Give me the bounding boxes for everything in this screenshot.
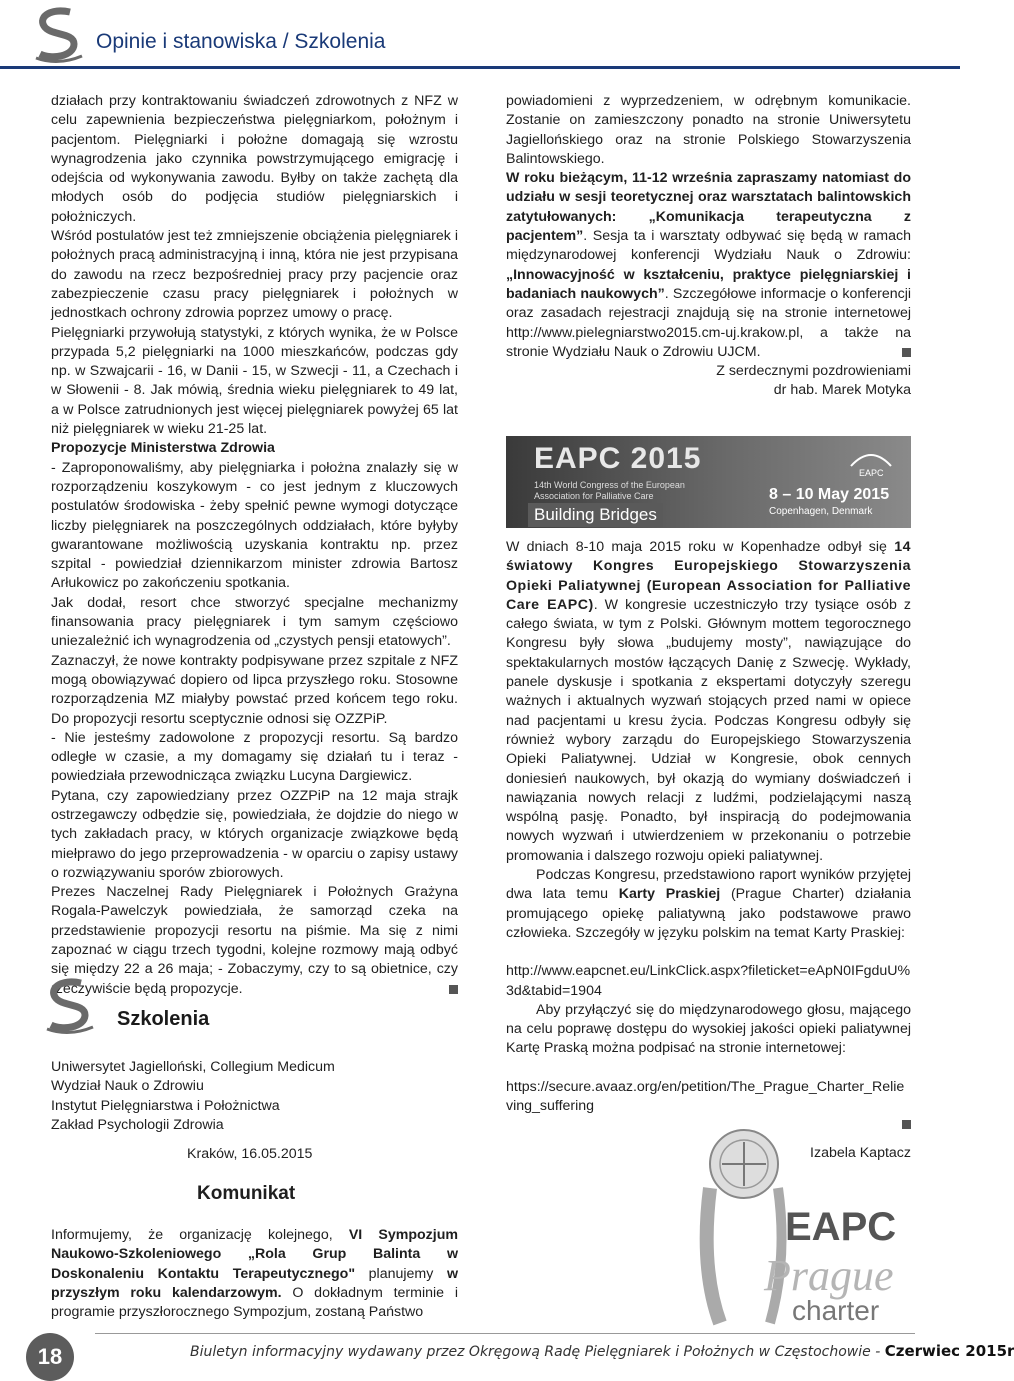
intro-emphasis: w przyszłym roku kalendarzowym. [51, 1265, 458, 1301]
paragraph: Zaznaczył, że nowe kontrakty podpisywane przez szpitale z NFZ mogą obowiązywać dopiero od lipca przyszłego roku. Stosowne rozporządzenia MZ miałyby powstać przed końcem tego roku. Do propozycji resortu sceptycznie odnosi się OZZPiP. [51, 652, 458, 727]
paragraph: Pytana, czy zapowiedziany przez OZZPiP na 12 maja strajk ostrzegawczy odbędzie się, powiedziała, że dojdzie do niego w tych zakładach pracy, w których organizacje związkowe będą miełprawo do jego przeprowadzenia - w oparciu o zapisy ustawy o rozwiązywaniu sporów zbiorowych. [51, 787, 458, 881]
paragraph-last [51, 883, 458, 999]
eapc-logo-icon [841, 446, 901, 480]
paragraph-text: Prezes Naczelnej Rady Pielęgniarek i Położnych Grażyna Rogala-Pawelczyk powiedziała, że samorząd czeka na przedstawienie propozycji resortu na piśmie. Ma się z nimi zapoznać w ciągu trzech tygodni, kolejne rozmowy mają odbyć się między 22 a 26 maja; - Zobaczymy, czy to są obietnice, czy rzeczywiście będą propozycje. [51, 884, 458, 997]
paragraph: Aby przyłączyć się do międzynarodowego głosu, mającego na celu poprawę dostępu do wysokiej jakości opieki paliatywnej Kartę Praską można podpisać na stronie internetowej: [506, 1001, 911, 1057]
paragraph: - Nie jesteśmy zadowolone z propozycji resortu. Są bardzo odległe w czasie, a my domagamy się działań tu i teraz - powiedziała przewodnicząca związku Lucyna Dargiewicz. [51, 729, 458, 785]
banner-subtitle: Association for Palliative Care [534, 491, 654, 501]
section-logo-icon [40, 977, 98, 1035]
paragraph: Jak dodał, resort chce stworzyć specjalne mechanizmy finansowania pracy pielęgniarek i tym samym częściowo uniezależnić ich wynagrodzenia od „czystych pensji etatowych”. [51, 594, 458, 650]
paragraph [506, 866, 911, 943]
banner-location: Copenhagen, Denmark [769, 506, 873, 517]
charter-link[interactable]: http://www.eapcnet.eu/LinkClick.aspx?fileticket=eApN0IFgduU%3d&tabid=1904 [506, 963, 911, 999]
paragraph-text: W dniach 8-10 maja 2015 roku w Kopenhadze odbył się [506, 539, 895, 555]
komunikat-heading: Komunikat [197, 1183, 296, 1204]
congress-name: 14 światowy Kongres Europejskiego Stowarzyszenia Opieki Paliatywnej (European Association for Palliative Care EAPC) [506, 539, 911, 613]
komunikat-intro [51, 1226, 458, 1322]
paragraph [506, 538, 911, 866]
address-line: Wydział Nauk o Zdrowiu [51, 1078, 204, 1095]
footer-issue: Czerwiec 2015r [884, 1342, 1014, 1360]
paragraph-text: . Szczegółowe informacje o konferencji oraz zasadach rejestracji znajdują się na stronie internetowej http://www.pielegniarstwo2015.cm-uj.krakow.pl, a także na stronie Wydziału Nauk o Zdrowiu UJCM. [506, 285, 912, 360]
charter-logo-prague: Prague [764, 1251, 894, 1300]
right-column-lower [506, 538, 911, 1163]
charter-name: Karty Praskiej [618, 886, 721, 903]
eapc-logo-text: EAPC [859, 468, 884, 478]
header-rule [0, 66, 960, 69]
paragraph: Wśród postulatów jest też zmniejszenie obciążenia pielęgniarek i położnych pracą administracyjną i inną, która nie jest przypisana do zawodu na rzecz bezpośredniej pracy przy pacjencie oraz zabezpieczenie czasu pracy pielęgniarek i położnych w jednostkach ochrony zdrowia poprzez umowy o pracę. [51, 228, 458, 322]
paragraph-text: . W kongresie uczestniczyło trzy tysiące osób z całego świata, w tym z Polski. Głównym mottem tegorocznego Kongresu były słowa „budujemy mosty”, nawiązujące do spektakularnych mostów łączących Danię z Szwecję. Wykłady, panele dyskusje i spotkania z ekspertami dotyczyły szeregu ważnych i aktualnych wyzwań stojących przed nami w opiece nad pacjentami u kresu życia. Podczas Kongresu odbyły się również wybory zarządu do Europejskiego Stowarzyszenia Opieki Paliatywnej. Udział w Kongresie, obok cennych doniesień naukowych, był okazją do wymiany doświadczeń i nawiązania nowych relacji z ludźmi, podzielającymi naszą wspólną pasję. Ponadto, był inspiracją do podejmowania nowych wyzwań i utwierdzeniem w przekonaniu o potrzebie promowania i dalszego rozwoju opieki paliatywnej. [506, 596, 911, 864]
paragraph: - Zaproponowaliśmy, aby pielęgniarka i położna znalazły się w rozporządzeniu koszykowym - co jest jednym z kluczowych postulatów środowiska - żeby spełnić pewne wymogi dotyczące liczby pielęgniarek na poszczególnych oddziałach, które byłyby gwarantowane możliwością uzyskania kontraktu np. przez szpital - powiedział dziennikarzom minister zdrowia Bartosz Arłukowicz po zakończeniu spotkania. [51, 459, 458, 592]
closing-line: Z serdecznymi pozdrowieniami [716, 363, 911, 380]
page-number: 18 [26, 1333, 74, 1381]
paragraph-text: . Sesja ta i warsztaty odbywać się będą w ramach międzynarodowej konferencji Wydziału Nauk o Zdrowiu: [506, 228, 911, 264]
paragraph: powiadomieni z wyprzedzeniem, w odrębnym komunikacie. Zostanie on zamieszczony ponadto na stronie Uniwersytetu Jagiellońskiego oraz na stronie Polskiego Stowarzyszenia Balintowskiego. [506, 93, 911, 167]
symposium-name: VI Sympozjum Naukowo-Szkoleniowego „Rola Grup Balinta w Doskonaleniu Kontaktu Terapeutycznego" [51, 1227, 458, 1282]
charter-logo-charter: charter [792, 1295, 880, 1326]
journal-logo-icon [30, 6, 86, 64]
footer-text [190, 1342, 1014, 1360]
intro-text: O dokładnym terminie i programie przyszłorocznego Sympozjum, zostaną Państwo [51, 1284, 458, 1321]
intro-text: Informujemy, że organizację kolejnego, [51, 1227, 349, 1243]
section-title: Opinie i stanowiska / Szkolenia [96, 30, 386, 53]
end-mark-icon [902, 348, 911, 357]
conference-name: „Innowacyjność w kształceniu, praktyce pielęgniarskiej i badaniach naukowych” [506, 266, 911, 302]
charter-logo-eapc: EAPC [785, 1205, 897, 1249]
footer-rule [95, 1333, 915, 1334]
right-column [506, 92, 911, 401]
paragraph-text: (Prague Charter) działania promującego opiekę paliatywną jako podstawowe prawo człowieka. Szczegóły w języku polskim na temat Karty Praskiej: [506, 886, 911, 941]
address-block [51, 1058, 335, 1135]
banner-subtitle: 14th World Congress of the European [534, 480, 685, 490]
city-date: Kraków, 16.05.2015 [187, 1146, 313, 1162]
end-mark-icon [449, 985, 458, 994]
intro-text: planujemy [355, 1265, 447, 1282]
eapc-banner [506, 436, 911, 528]
banner-tagline: Building Bridges [528, 503, 663, 527]
address-line: Instytut Pielęgniarstwa i Położnictwa [51, 1097, 280, 1114]
paragraph: działach przy kontraktowaniu świadczeń zdrowotnych z NFZ w celu zapewnienia bezpieczeństwa pielęgniarkom, położnym i pacjentom. Pielęgniarki i położne domagają się wzrostu wynagrodzenia jako czynnika powstrzymującego emigrację i odejścia od wykonywania zawodu. Byłby on także zachętą dla młodych osób do podjęcia studiów pielęgniarskich i położniczych. [51, 93, 458, 225]
petition-link[interactable]: https://secure.avaaz.org/en/petition/The_Prague_Charter_Relieving_suffering [506, 1078, 905, 1115]
banner-dates: 8 – 10 May 2015 [769, 486, 890, 503]
signature: dr hab. Marek Motyka [773, 382, 911, 399]
prague-charter-logo [680, 1128, 910, 1333]
section-heading: Szkolenia [117, 1008, 210, 1030]
paragraph-text: Podczas Kongresu, przedstawiono raport wyników przyjętej dwa lata temu [506, 867, 911, 903]
address-line: Zakład Psychologii Zdrowia [51, 1116, 224, 1133]
banner-title: EAPC 2015 [534, 442, 702, 475]
invitation-text: W roku bieżącym, 11-12 września zapraszamy natomiast do udziału w sesji teoretycznej oraz warsztatach balintowskich zatytułowanych: „Komunikacja terapeutyczna z pacjentem” [506, 170, 911, 245]
paragraph: Pielęgniarki przywołują statystyki, z których wynika, że w Polsce przypada 5,2 pielęgniarki na 1000 mieszkańców, podczas gdy np. w Szwajcarii - 16, w Danii - 15, w Szwecji - 11, a Czechach i w Słowenii - 8. Jak mówią, średnia wieku pielęgniarek to 49 lat, a w Polsce zatrudnionych jest więcej pielęgniarek powyżej 65 lat niż pielęgniarek w wieku 21-25 lat. [51, 324, 458, 438]
left-column [51, 92, 458, 999]
address-line: Uniwersytet Jagielloński, Collegium Medicum [51, 1059, 335, 1075]
paragraph [506, 169, 911, 362]
author: Izabela Kaptacz [810, 1144, 911, 1161]
subheading: Propozycje Ministerstwa Zdrowia [51, 440, 275, 457]
footer-publication: Biuletyn informacyjny wydawany przez Okręgową Radę Pielęgniarek i Położnych w Częstochowie - [190, 1344, 885, 1360]
